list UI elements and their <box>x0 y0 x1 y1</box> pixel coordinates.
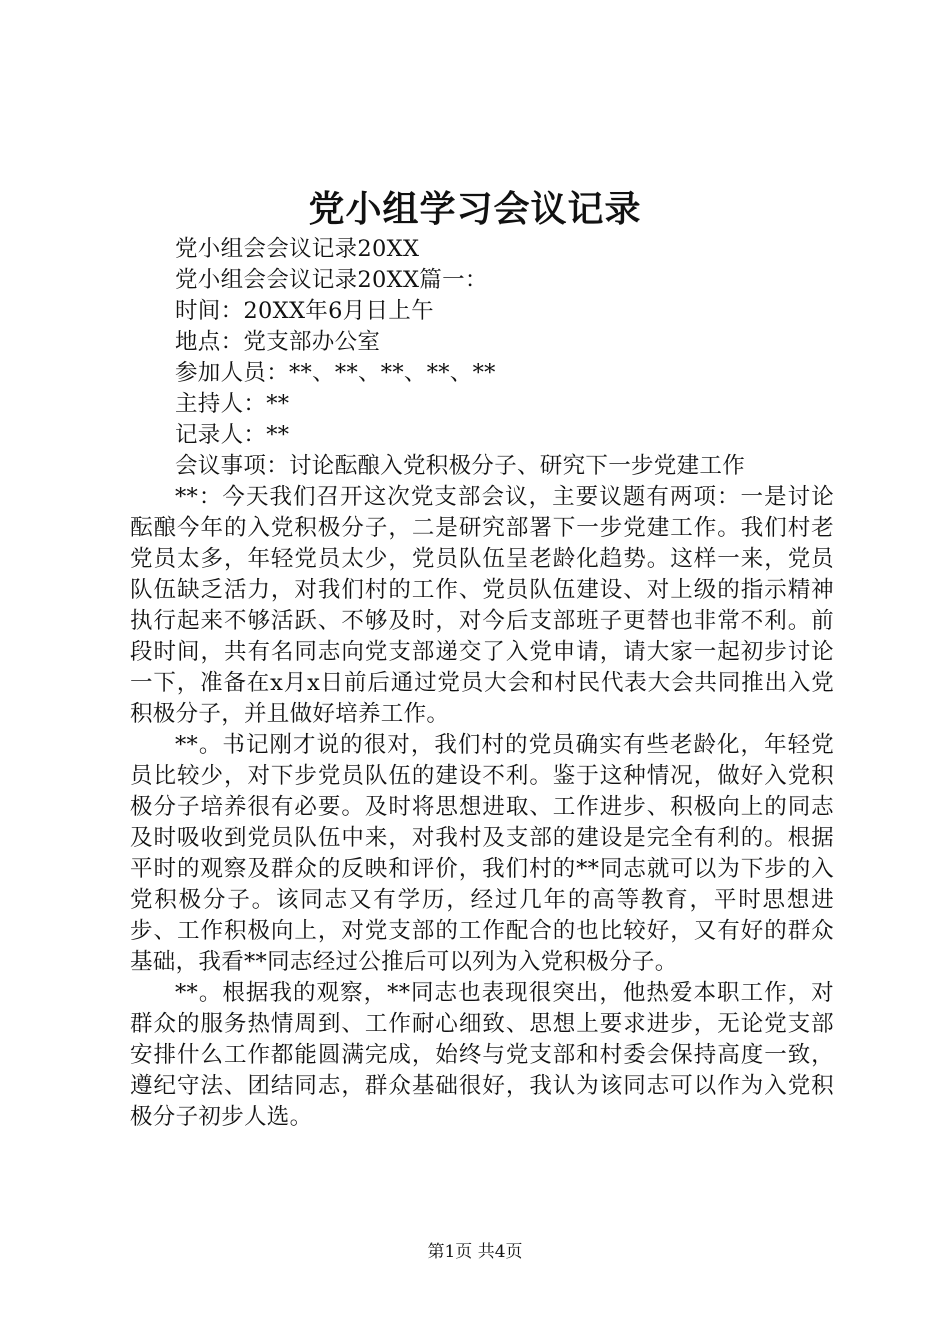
meeting-host: 主持人：** <box>175 391 290 417</box>
meeting-attendees: 参加人员：**、**、**、**、** <box>175 360 496 386</box>
meeting-time: 时间：20XX年6月日上午 <box>175 298 434 324</box>
meeting-location: 地点：党支部办公室 <box>175 329 381 355</box>
body-paragraph: **。根据我的观察，**同志也表现很突出，他热爱本职工作，对群众的服务热情周到、工作耐心细致、思想上要求进步，无论党支部安排什么工作都能圆满完成，始终与党支部和村委会保持高度一致，遵纪守法、团结同志，群众基础很好，我认为该同志可以作为入党积极分子初步人选。 <box>130 980 834 1130</box>
meeting-recorder: 记录人：** <box>175 422 290 448</box>
meeting-agenda: 会议事项：讨论酝酿入党积极分子、研究下一步党建工作 <box>175 453 746 479</box>
header-line: 党小组会会议记录20XX <box>175 236 420 262</box>
body-paragraph: **。书记刚才说的很对，我们村的党员确实有些老龄化，年轻党员比较少，对下步党员队伍的建设不利。鉴于这种情况，做好入党积极分子培养很有必要。及时将思想进取、工作进步、积极向上的同志及时吸收到党员队伍中来，对我村及支部的建设是完全有利的。根据平时的观察及群众的反映和评价，我们村的**同志就可以为下步的入党积极分子。该同志又有学历，经过几年的高等教育，平时思想进步、工作积极向上，对党支部的工作配合的也比较好，又有好的群众基础，我看**同志经过公推后可以列为入党积极分子。 <box>130 732 834 975</box>
header-line: 党小组会会议记录20XX篇一： <box>175 267 488 293</box>
body-paragraph: **：今天我们召开这次党支部会议，主要议题有两项：一是讨论酝酿今年的入党积极分子，二是研究部署下一步党建工作。我们村老党员太多，年轻党员太少，党员队伍呈老龄化趋势。这样一来，党员队伍缺乏活力，对我们村的工作、党员队伍建设、对上级的指示精神执行起来不够活跃、不够及时，对今后支部班子更替也非常不利。前段时间，共有名同志向党支部递交了入党申请，请大家一起初步讨论一下，准备在x月x日前后通过党员大会和村民代表大会共同推出入党积极分子，并且做好培养工作。 <box>130 484 834 727</box>
page-footer: 第1页 共4页 <box>427 1242 523 1262</box>
document-title: 党小组学习会议记录 <box>308 188 642 230</box>
document-body <box>130 234 834 1133</box>
